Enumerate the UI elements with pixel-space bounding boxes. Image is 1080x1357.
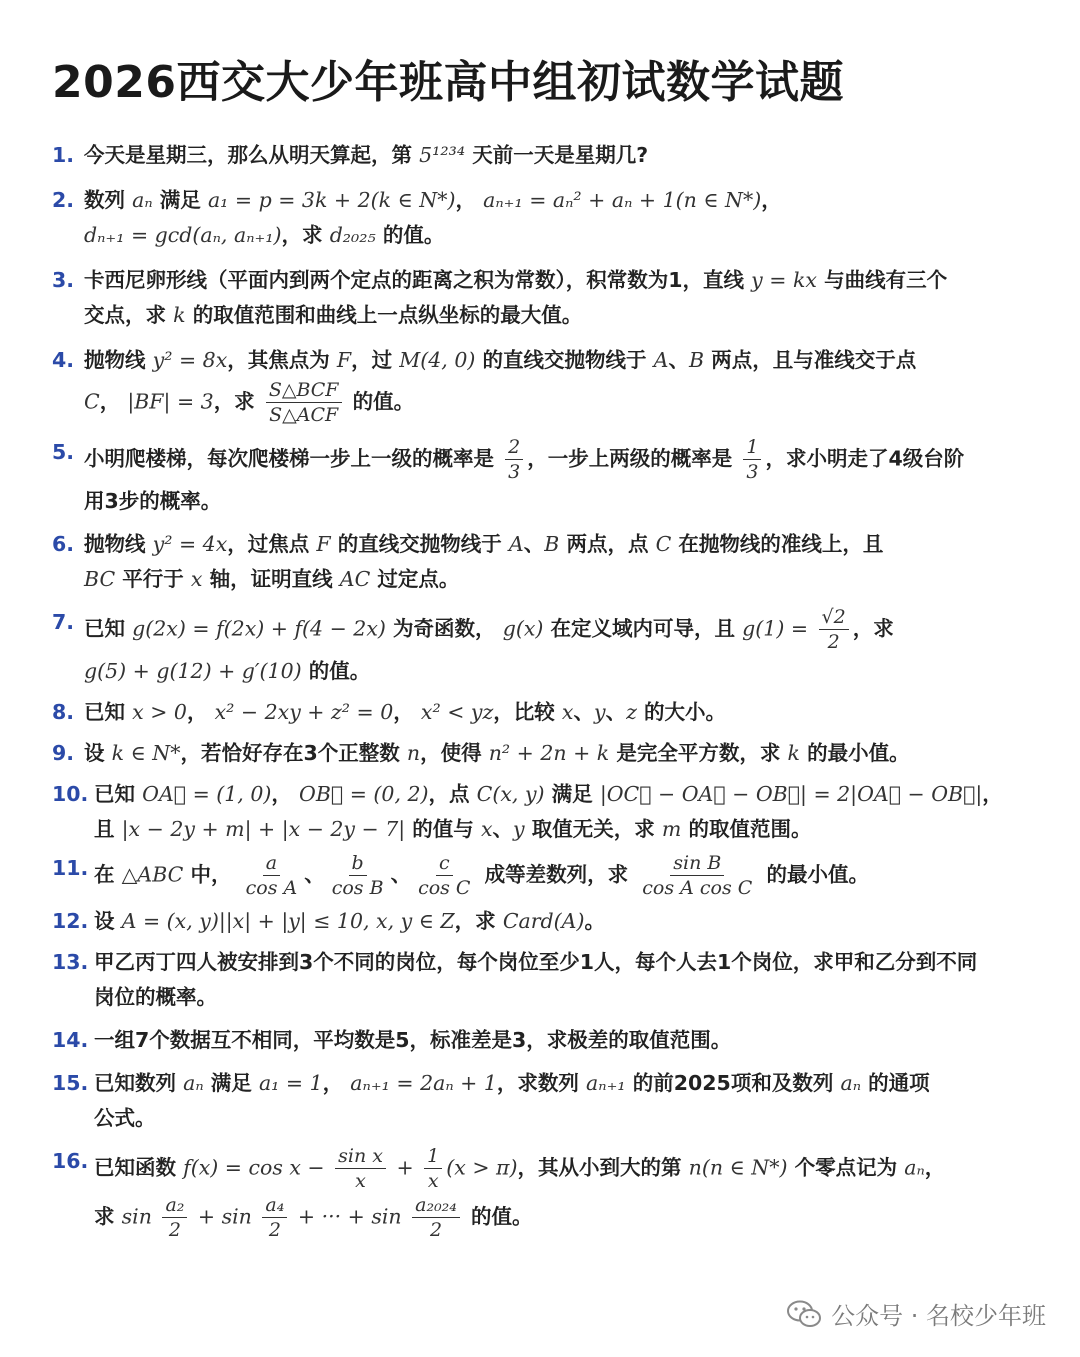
fraction-numerator: b	[349, 851, 367, 876]
question-text: ，一步上两级的概率是	[527, 446, 740, 471]
math-expression: BC	[84, 567, 116, 591]
math-expression: aₙ₊₁ = 2aₙ + 1	[350, 1071, 497, 1095]
question-line	[84, 562, 1032, 597]
question-text: ，	[761, 188, 782, 212]
question-item	[52, 945, 1032, 1015]
math-expression: △ABC	[121, 862, 184, 887]
question-text: ，	[393, 700, 421, 724]
question-text: ，	[455, 188, 484, 212]
question-text: 设	[84, 741, 112, 765]
question-text: ，过	[351, 348, 400, 372]
question-number: 15.	[52, 1071, 89, 1095]
question-line	[94, 1066, 1032, 1101]
question-text: 的通项	[861, 1071, 930, 1095]
math-expression: C	[84, 389, 100, 414]
math-fraction	[329, 851, 387, 900]
question-number: 7.	[52, 610, 75, 634]
math-expression: C(x, y)	[476, 782, 545, 806]
question-item	[52, 736, 1032, 771]
question-text: 的值与	[405, 817, 481, 841]
question-text: 两点，点	[559, 532, 656, 556]
question-text: 抛物线	[84, 532, 153, 556]
math-expression: n(n ∈ N*)	[688, 1155, 788, 1180]
question-text: 满足	[203, 1071, 259, 1095]
math-expression: dₙ₊₁ = gcd(aₙ, aₙ₊₁)	[84, 223, 282, 247]
question-text: 交点，求	[84, 303, 174, 327]
question-line	[94, 1023, 1032, 1058]
question-text: ，	[186, 700, 215, 724]
math-expression: aₙ₊₁ = aₙ² + aₙ + 1(n ∈ N*)	[483, 188, 762, 212]
math-expression: y² = 8x	[152, 348, 228, 372]
math-expression: y² = 4x	[152, 532, 228, 556]
question-line	[94, 980, 1032, 1015]
question-text: 的直线交抛物线于	[330, 532, 509, 556]
math-expression: B	[544, 532, 560, 556]
question-text: 求	[94, 1204, 122, 1229]
question-line	[94, 851, 1032, 900]
question-text: 过定点。	[370, 567, 460, 591]
question-text: 的取值范围。	[681, 817, 812, 841]
question-line	[84, 654, 1032, 689]
question-line	[84, 484, 1032, 519]
question-text: 、	[668, 348, 689, 372]
question-item	[52, 138, 1032, 173]
question-text: 中，	[183, 862, 239, 887]
question-item	[52, 263, 1032, 333]
question-number: 11.	[52, 856, 89, 880]
question-text: ，求	[454, 909, 503, 933]
question-text: 、	[390, 862, 412, 887]
question-item	[52, 183, 1032, 253]
math-expression: n² + 2n + k	[488, 741, 610, 765]
question-line	[84, 527, 1032, 562]
math-expression: aₙ	[904, 1155, 925, 1180]
question-text: ，若恰好存在3个正整数	[180, 741, 407, 765]
question-item	[52, 695, 1032, 730]
math-expression: M(4, 0)	[399, 348, 476, 372]
math-expression: |OC⃗ − OA⃗ − OB⃗| = 2|OA⃗ − OB⃗|	[599, 782, 983, 806]
question-text: 用3步的概率。	[84, 489, 222, 513]
question-line	[84, 736, 1032, 771]
fraction-numerator: a₄	[262, 1193, 287, 1218]
question-item	[52, 851, 1032, 900]
question-text: 个零点记为	[787, 1155, 905, 1180]
question-text: 的前2025项和及数列	[625, 1071, 841, 1095]
question-line	[84, 695, 1032, 730]
question-text: ，使得	[420, 741, 489, 765]
question-line	[94, 945, 1032, 980]
math-fraction	[262, 1193, 287, 1242]
fraction-numerator: sin x	[335, 1144, 386, 1169]
question-line	[94, 1193, 1032, 1242]
question-number: 12.	[52, 909, 89, 933]
math-expression: +	[389, 1155, 421, 1180]
question-text: ，求	[281, 223, 330, 247]
math-expression: k	[173, 303, 186, 327]
math-expression: x² − 2xy + z² = 0	[214, 700, 394, 724]
watermark-text: 公众号 · 名校少年班	[831, 1302, 1046, 1330]
math-fraction	[505, 435, 523, 484]
question-text: 的直线交抛物线于	[475, 348, 654, 372]
math-expression: k	[787, 741, 800, 765]
fraction-numerator: c	[436, 851, 453, 876]
question-line	[84, 263, 1032, 298]
question-line	[84, 298, 1032, 333]
fraction-denominator: cos C	[418, 877, 471, 899]
question-text: ，过焦点	[227, 532, 317, 556]
math-fraction	[243, 851, 301, 900]
math-expression: z	[626, 700, 637, 724]
math-expression: d₂₀₂₅	[329, 223, 376, 247]
fraction-denominator: 3	[746, 461, 759, 483]
question-number: 4.	[52, 348, 75, 372]
math-expression: OA⃗ = (1, 0)	[142, 782, 272, 806]
fraction-numerator: sin B	[670, 851, 724, 876]
question-line	[84, 435, 1032, 484]
fraction-denominator: x	[355, 1170, 366, 1192]
question-number: 8.	[52, 700, 75, 724]
fraction-denominator: cos A	[245, 877, 298, 899]
math-expression: sin	[121, 1204, 159, 1229]
question-item	[52, 1066, 1032, 1136]
question-text: 是完全平方数，求	[609, 741, 788, 765]
question-text: 平行于	[115, 567, 191, 591]
question-line	[94, 812, 1032, 847]
question-number: 14.	[52, 1028, 89, 1052]
fraction-numerator: a₂₀₂₄	[412, 1193, 460, 1218]
wechat-icon	[787, 1300, 821, 1328]
question-text: 小明爬楼梯，每次爬楼梯一步上一级的概率是	[84, 446, 502, 471]
math-expression: OB⃗ = (0, 2)	[299, 782, 429, 806]
question-text: 为奇函数，	[385, 616, 503, 641]
question-line	[94, 1101, 1032, 1136]
fraction-denominator: 2	[827, 631, 840, 653]
question-number: 2.	[52, 188, 75, 212]
question-line	[84, 218, 1032, 253]
question-text: 成等差数列，求	[477, 862, 636, 887]
question-number: 3.	[52, 268, 75, 292]
math-expression: A = (x, y)||x| + |y| ≤ 10, x, y ∈ Z	[121, 909, 455, 933]
question-text: ，	[271, 782, 300, 806]
question-number: 13.	[52, 950, 89, 974]
math-expression: |BF| = 3	[127, 389, 214, 414]
question-text: 公式。	[94, 1106, 156, 1130]
math-expression: n	[406, 741, 421, 765]
fraction-numerator: 1	[743, 435, 761, 460]
fraction-denominator: cos B	[331, 877, 384, 899]
fraction-numerator: 1	[424, 1144, 442, 1169]
question-line	[84, 183, 1032, 218]
question-text: 已知函数	[94, 1155, 184, 1180]
question-text: ，	[982, 782, 1003, 806]
question-text: 、	[573, 700, 594, 724]
question-text: 的最小值。	[759, 862, 869, 887]
math-expression: C	[655, 532, 672, 556]
math-expression: |x − 2y + m| + |x − 2y − 7|	[121, 817, 406, 841]
question-item	[52, 1023, 1032, 1058]
question-text: 已知	[94, 782, 143, 806]
question-text: ，点	[428, 782, 477, 806]
question-text: 的取值范围和曲线上一点纵坐标的最大值。	[185, 303, 583, 327]
question-text: 甲乙丙丁四人被安排到3个不同的岗位，每个岗位至少1人，每个人去1个岗位，求甲和乙分到不同	[94, 950, 978, 974]
question-item	[52, 435, 1032, 519]
question-text: 天前一天是星期几?	[465, 143, 649, 167]
question-item	[52, 343, 1032, 427]
question-number: 16.	[52, 1149, 89, 1173]
question-line	[84, 605, 1032, 654]
math-fraction	[743, 435, 761, 484]
question-text: 已知	[84, 616, 133, 641]
math-expression: y = kx	[751, 268, 817, 292]
math-expression: 5¹²³⁴	[419, 143, 466, 167]
question-line	[84, 138, 1032, 173]
question-item	[52, 605, 1032, 689]
fraction-numerator: a	[263, 851, 280, 876]
math-expression: aₙ	[132, 188, 153, 212]
math-expression: y	[593, 700, 606, 724]
question-line	[94, 1144, 1032, 1193]
math-expression: x	[190, 567, 203, 591]
question-text: 、	[492, 817, 514, 841]
question-text: 的大小。	[636, 700, 727, 724]
question-item	[52, 527, 1032, 597]
question-text: ，其焦点为	[227, 348, 337, 372]
math-fraction	[415, 851, 473, 900]
fraction-denominator: 3	[508, 461, 521, 483]
math-fraction	[819, 605, 849, 654]
math-expression: A	[653, 348, 669, 372]
fraction-numerator: a₂	[162, 1193, 187, 1218]
math-expression: + ··· + sin	[291, 1204, 409, 1229]
page-title: 2026西交大少年班高中组初试数学试题	[52, 57, 844, 108]
math-expression: x	[561, 700, 574, 724]
math-expression: m	[661, 817, 682, 841]
math-expression: x² < yz	[420, 700, 494, 724]
question-text: 、	[523, 532, 545, 556]
fraction-denominator: S△ACF	[269, 404, 339, 426]
question-text: 与曲线有三个	[816, 268, 948, 292]
question-text: 的值。	[301, 659, 371, 683]
question-text: 且	[94, 817, 122, 841]
question-text: 在定义域内可导，且	[543, 616, 743, 641]
question-text: 的值。	[463, 1204, 533, 1229]
question-list	[52, 138, 1032, 1242]
question-text: ，其从小到大的第	[517, 1155, 689, 1180]
question-text: ，求	[213, 389, 262, 414]
fraction-denominator: 2	[168, 1219, 181, 1241]
math-expression: x	[480, 817, 493, 841]
question-text: 已知	[84, 700, 133, 724]
question-text: 。	[584, 909, 605, 933]
math-expression: k ∈ N*	[111, 741, 181, 765]
fraction-numerator: 2	[505, 435, 523, 460]
math-expression: a₁ = p = 3k + 2(k ∈ N*)	[207, 188, 456, 212]
question-line	[84, 378, 1032, 427]
question-item	[52, 777, 1032, 847]
question-number: 9.	[52, 741, 75, 765]
math-fraction	[335, 1144, 386, 1193]
fraction-numerator: √2	[819, 605, 849, 630]
math-expression: + sin	[191, 1204, 259, 1229]
math-fraction	[266, 378, 342, 427]
math-expression: g(5) + g(12) + g′(10)	[84, 659, 302, 683]
fraction-denominator: 2	[268, 1219, 281, 1241]
math-fraction	[162, 1193, 187, 1242]
question-text: ，求数列	[496, 1071, 587, 1095]
math-expression: f(x) = cos x −	[183, 1155, 332, 1180]
math-expression: a₁ = 1	[258, 1071, 323, 1095]
math-expression: A	[508, 532, 524, 556]
question-line	[94, 904, 1032, 939]
question-text: 的最小值。	[799, 741, 910, 765]
watermark	[787, 1296, 1046, 1331]
question-text: ，求小明走了4级台阶	[765, 446, 965, 471]
question-text: ，求	[852, 616, 894, 641]
question-text: 卡西尼卵形线（平面内到两个定点的距离之积为常数），积常数为1，直线	[84, 268, 752, 292]
math-expression: AC	[339, 567, 371, 591]
math-expression: y	[513, 817, 525, 841]
question-text: 已知数列	[94, 1071, 184, 1095]
question-text: ，	[99, 389, 128, 414]
math-expression: g(x)	[502, 616, 544, 641]
question-text: ，比较	[493, 700, 562, 724]
question-line	[84, 343, 1032, 378]
question-text: 轴，证明直线	[202, 567, 340, 591]
question-text: 在	[94, 862, 122, 887]
question-number: 1.	[52, 143, 75, 167]
question-text: 在抛物线的准线上，且	[671, 532, 884, 556]
math-expression: F	[336, 348, 352, 372]
question-number: 6.	[52, 532, 75, 556]
math-expression: F	[316, 532, 331, 556]
math-expression: aₙ	[840, 1071, 861, 1095]
question-text: 、	[304, 862, 325, 887]
question-text: 设	[94, 909, 122, 933]
math-expression: aₙ₊₁	[586, 1071, 626, 1095]
fraction-numerator: S△BCF	[266, 378, 342, 403]
math-expression: aₙ	[183, 1071, 204, 1095]
question-text: 的值。	[345, 389, 415, 414]
math-expression: g(1) =	[742, 616, 815, 641]
question-text: 一组7个数据互不相同，平均数是5，标准差是3，求极差的取值范围。	[94, 1028, 732, 1052]
math-expression: x > 0	[132, 700, 187, 724]
question-text: 两点，且与准线交于点	[704, 348, 917, 372]
math-fraction	[412, 1193, 460, 1242]
question-text: 的值。	[375, 223, 445, 247]
question-text: ，	[924, 1155, 946, 1180]
fraction-denominator: cos A cos C	[642, 877, 753, 899]
question-item	[52, 904, 1032, 939]
question-text: 今天是星期三，那么从明天算起，第	[84, 143, 420, 167]
question-text: 满足	[544, 782, 600, 806]
question-line	[94, 777, 1032, 812]
question-number: 5.	[52, 440, 75, 464]
question-text: 数列	[84, 188, 133, 212]
fraction-denominator: 2	[429, 1219, 443, 1241]
math-expression: Card(A)	[502, 909, 585, 933]
question-text: 抛物线	[84, 348, 153, 372]
question-text: 岗位的概率。	[94, 985, 217, 1009]
question-item	[52, 1144, 1032, 1242]
question-text: 、	[605, 700, 627, 724]
fraction-denominator: x	[427, 1170, 439, 1192]
math-expression: B	[688, 348, 705, 372]
question-text: ，	[322, 1071, 351, 1095]
question-text: 取值无关，求	[524, 817, 662, 841]
question-text: 满足	[152, 188, 208, 212]
math-expression: (x > π)	[446, 1155, 518, 1180]
math-expression: g(2x) = f(2x) + f(4 − 2x)	[132, 616, 386, 641]
question-number: 10.	[52, 782, 89, 806]
math-fraction	[424, 1144, 442, 1193]
math-fraction	[639, 851, 755, 900]
